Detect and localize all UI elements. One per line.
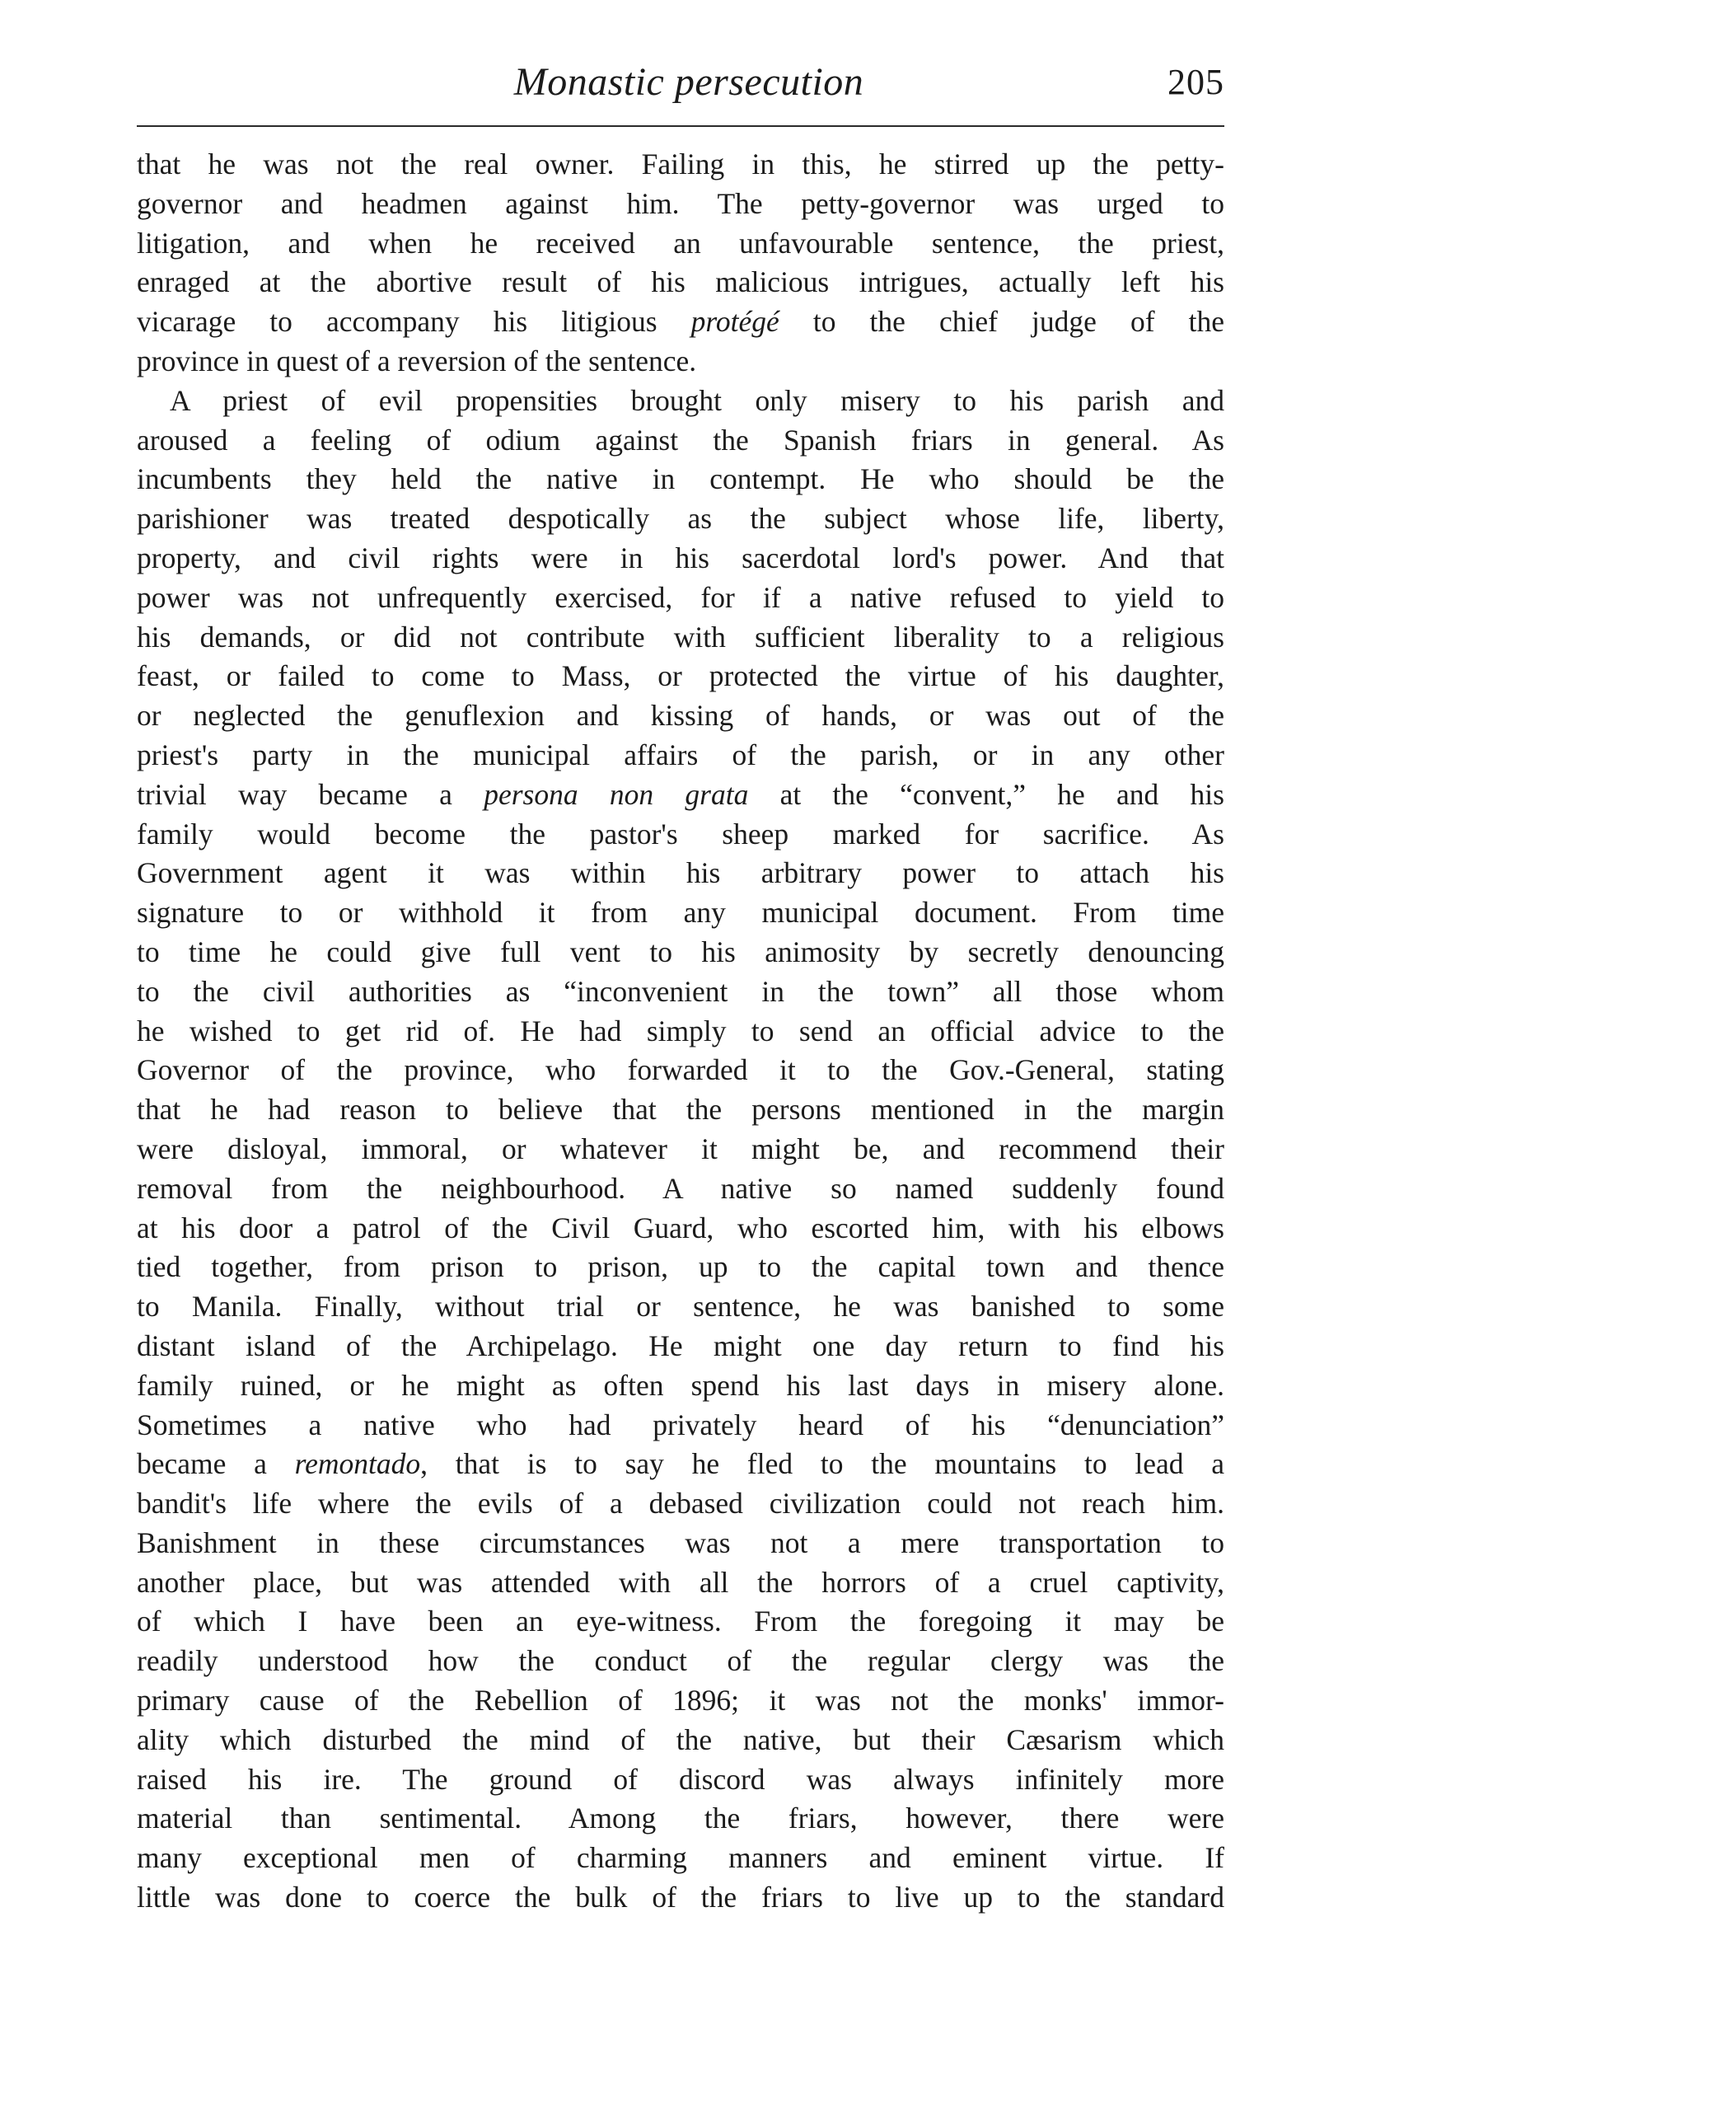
- text-line: [137, 302, 1224, 342]
- text-line-part: , that is to say he fled to the mountains to lead a: [420, 1447, 1224, 1481]
- text-line: family ruined, or he might as often spend his last days in misery alone.: [137, 1368, 1224, 1402]
- text-line: enraged at the abortive result of his malicious intrigues, actually left his: [137, 265, 1224, 299]
- text-line: distant island of the Archipelago. He might one day return to find his: [137, 1328, 1224, 1362]
- text-line: many exceptional men of charming manners and eminent virtue. If: [137, 1841, 1224, 1875]
- text-line: power was not unfrequently exercised, for if a native refused to yield to: [137, 580, 1224, 614]
- text-line: ality which disturbed the mind of the native, but their Cæsarism which: [137, 1722, 1224, 1756]
- text-line: Governor of the province, who forwarded it to the Gov.-General, stating: [137, 1053, 1224, 1087]
- text-line: were disloyal, immoral, or whatever it might be, and recommend their: [137, 1132, 1224, 1165]
- running-head: [137, 59, 1224, 117]
- text-line: to Manila. Finally, without trial or sentence, he was banished to some: [137, 1290, 1224, 1324]
- text-line: [137, 1445, 1224, 1484]
- italic-term: remontado: [294, 1447, 421, 1481]
- text-line: to the civil authorities as “inconvenient in the town” all those whom: [137, 974, 1224, 1008]
- text-line: raised his ire. The ground of discord was always infinitely more: [137, 1762, 1224, 1796]
- text-line: province in quest of a reversion of the sentence.: [137, 344, 697, 377]
- text-line: property, and civil rights were in his sacerdotal lord's power. And that: [137, 541, 1224, 574]
- text-line-part: vicarage to accompany his litigious: [137, 305, 691, 339]
- text-line: litigation, and when he received an unfavourable sentence, the priest,: [137, 226, 1224, 260]
- text-line: or neglected the genuflexion and kissing of hands, or was out of the: [137, 699, 1224, 733]
- text-line: priest's party in the municipal affairs of the parish, or in any other: [137, 738, 1224, 771]
- header-rule: [137, 125, 1224, 127]
- text-line: material than sentimental. Among the friars, however, there were: [137, 1802, 1224, 1835]
- text-line: parishioner was treated despotically as the subject whose life, liberty,: [137, 502, 1224, 536]
- body-text: [137, 145, 1224, 1918]
- text-line: tied together, from prison to prison, up to the capital town and thence: [137, 1250, 1224, 1284]
- text-line: [137, 776, 1224, 815]
- text-line: Government agent it was within his arbitrary power to attach his: [137, 856, 1224, 890]
- text-line: governor and headmen against him. The petty-governor was urged to: [137, 186, 1224, 220]
- running-title: Monastic persecution: [513, 60, 864, 104]
- text-line: of which I have been an eye-witness. From the foregoing it may be: [137, 1605, 1224, 1638]
- text-line: he wished to get rid of. He had simply to send an official advice to the: [137, 1014, 1224, 1047]
- text-line: family would become the pastor's sheep marked for sacrifice. As: [137, 817, 1224, 850]
- text-line: aroused a feeling of odium against the Spanish friars in general. As: [137, 423, 1224, 457]
- text-line: incumbents they held the native in contempt. He who should be the: [137, 462, 1224, 496]
- text-line: his demands, or did not contribute with sufficient liberality to a religious: [137, 620, 1224, 654]
- text-line: feast, or failed to come to Mass, or protected the virtue of his daughter,: [137, 659, 1224, 693]
- text-line-part: trivial way became a: [137, 777, 484, 811]
- italic-term: protégé: [690, 305, 779, 339]
- text-line: another place, but was attended with all the horrors of a cruel captivity,: [137, 1565, 1224, 1599]
- text-line: Banishment in these circumstances was not a mere transportation to: [137, 1525, 1224, 1559]
- text-line: primary cause of the Rebellion of 1896; it was not the monks' immor-: [137, 1684, 1224, 1717]
- italic-term: persona non grata: [484, 777, 749, 811]
- text-line: Sometimes a native who had privately heard of his “denunciation”: [137, 1408, 1224, 1441]
- text-line: that he had reason to believe that the persons mentioned in the margin: [137, 1093, 1224, 1127]
- text-line: readily understood how the conduct of the regular clergy was the: [137, 1644, 1224, 1678]
- text-line-part: to the chief judge of the: [779, 305, 1224, 339]
- text-line: little was done to coerce the bulk of the friars to live up to the standard: [137, 1881, 1224, 1914]
- text-line: bandit's life where the evils of a debased civilization could not reach him.: [137, 1487, 1224, 1521]
- text-line-part: at the “convent,” he and his: [748, 777, 1224, 811]
- text-line: to time he could give full vent to his animosity by secretly denouncing: [137, 935, 1224, 968]
- text-line: signature to or withhold it from any municipal document. From time: [137, 896, 1224, 930]
- text-line: A priest of evil propensities brought only misery to his parish and: [170, 383, 1224, 417]
- text-line: at his door a patrol of the Civil Guard, who escorted him, with his elbows: [137, 1211, 1224, 1244]
- text-line: removal from the neighbourhood. A native so named suddenly found: [137, 1171, 1224, 1205]
- text-line-part: became a: [137, 1447, 295, 1481]
- page-number: 205: [1167, 62, 1224, 102]
- text-line: that he was not the real owner. Failing in this, he stirred up the petty-: [137, 148, 1224, 180]
